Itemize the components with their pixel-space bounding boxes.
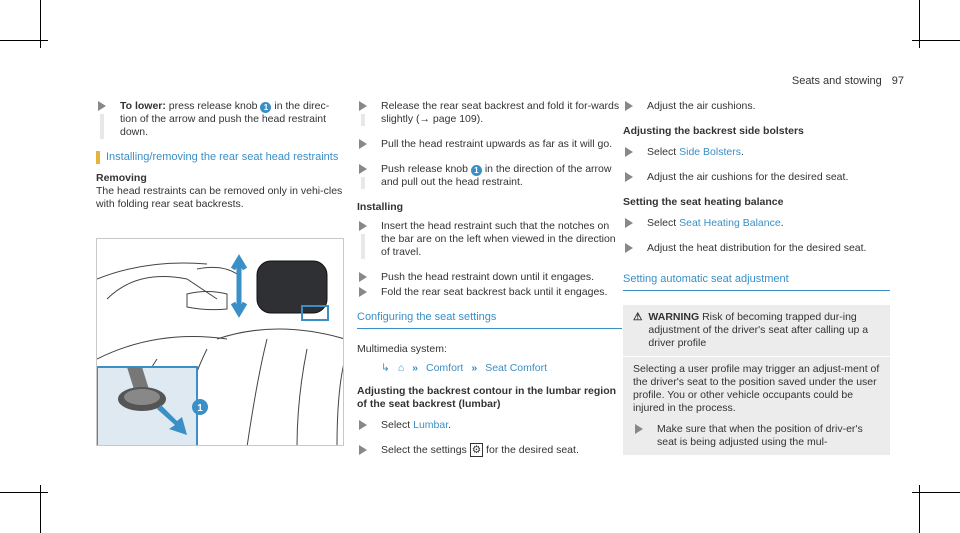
step-arrow-icon (625, 147, 633, 157)
section-heading (96, 151, 344, 164)
warning-box (623, 305, 890, 455)
crop-mark (912, 492, 960, 493)
step-text: Select the settings (381, 444, 470, 456)
multimedia-label: Multimedia system: (357, 343, 447, 355)
step-arrow-icon (625, 243, 633, 253)
step-push-knob (357, 163, 622, 189)
crop-mark (0, 40, 48, 41)
step-select-settings (357, 444, 622, 457)
chevron-icon: » (412, 362, 418, 374)
section-marker (96, 151, 100, 164)
column-1 (96, 100, 344, 211)
settings-gear-icon: ⚙ (471, 444, 482, 456)
step-arrow-icon (359, 272, 367, 282)
bolsters-heading: Adjusting the backrest side bolsters (623, 125, 804, 137)
step-text: Push the head restraint down until it engages. (381, 271, 595, 283)
step-text: Push release knob (381, 163, 471, 175)
step-arrow-icon (625, 218, 633, 228)
step-adjust-air (623, 100, 890, 113)
step-text: . (448, 419, 452, 431)
step-make-sure (633, 423, 882, 449)
nav-seat-comfort: Seat Comfort (485, 362, 548, 374)
step-text: for the desired seat. (483, 444, 579, 456)
head-restraint-illustration (96, 238, 344, 446)
callout-label: 1 (197, 403, 203, 414)
step-adjust-heat (623, 242, 890, 255)
step-text: Insert the head restraint such that the notches on the bar are on the left when viewed in the direction of travel. (381, 220, 616, 258)
nav-path (381, 362, 622, 375)
step-release-backrest (357, 100, 622, 126)
knob-1-icon: 1 (260, 102, 271, 113)
removing-text: The head restraints can be removed only in vehi-cles with folding rear seat backrests. (96, 185, 343, 210)
config-section-title: Configuring the seat settings (357, 311, 622, 329)
heating-heading: Setting the seat heating balance (623, 196, 784, 208)
step-text: Select (647, 217, 680, 229)
section-name: Seats and stowing (791, 75, 882, 87)
step-select-lumbar (357, 419, 622, 432)
step-text: Release the rear seat backrest and fold it for-wards slightly (→ page 109). (381, 100, 620, 125)
step-arrow-icon (359, 287, 367, 297)
step-fold-backrest (357, 286, 622, 299)
running-header (792, 75, 904, 88)
knob-1-icon: 1 (471, 165, 482, 176)
step-arrow-icon (635, 424, 643, 434)
nav-comfort: Comfort (426, 362, 464, 374)
side-bolsters-link: Side Bolsters (679, 146, 741, 158)
step-text: in the direction of the arrow and pull out the head restraint. (381, 163, 612, 188)
step-text: . (740, 146, 744, 158)
installing-heading: Installing (357, 201, 404, 213)
step-arrow-icon (359, 164, 367, 174)
column-3 (623, 100, 890, 455)
step-arrow-icon (625, 172, 633, 182)
step-text: press release knob (165, 100, 261, 112)
step-insert-restraint (357, 220, 622, 259)
step-lower (96, 100, 344, 139)
step-arrow-icon (359, 420, 367, 430)
auto-adjust-section-title: Setting automatic seat adjustment (623, 273, 890, 291)
crop-mark (912, 40, 960, 41)
step-arrow-icon (359, 445, 367, 455)
step-text: Adjust the air cushions for the desired seat. (647, 171, 849, 183)
step-text: Adjust the heat distribution for the desired seat. (647, 242, 867, 254)
step-pull-restraint (357, 138, 622, 151)
return-arrow-icon: ↳ (381, 362, 390, 374)
crop-mark (0, 492, 48, 493)
warning-label: WARNING (648, 311, 700, 323)
section-title: Installing/removing the rear seat head restraints (106, 151, 339, 163)
step-text: Select (647, 146, 680, 158)
lumbar-heading: Adjusting the backrest contour in the lumbar region of the seat backrest (lumbar) (357, 385, 617, 410)
page-number: 97 (891, 75, 904, 87)
step-text: in the direc-tion of the arrow and push the head restraint down. (120, 100, 330, 138)
step-arrow-icon (98, 101, 106, 111)
step-text: Adjust the air cushions. (647, 100, 756, 112)
step-text: Pull the head restraint upwards as far as it will go. (381, 138, 613, 150)
step-text: Fold the rear seat backrest back until it engages. (381, 286, 608, 298)
step-arrow-icon (359, 139, 367, 149)
step-text: Select (381, 419, 414, 431)
up-down-arrow-icon (233, 259, 245, 313)
step-lower-label: To lower: (120, 100, 166, 112)
step-text: Make sure that when the position of driv-er's seat is being adjusted using the mul- (657, 423, 863, 448)
step-select-bolsters (623, 146, 890, 159)
warning-header (633, 311, 882, 350)
warning-text: Risk of becoming trapped dur-ing adjustment of the driver's seat after calling up a driver profile (648, 311, 869, 349)
step-text: . (780, 217, 784, 229)
step-arrow-icon (359, 101, 367, 111)
step-select-heating (623, 217, 890, 230)
removing-heading: Removing (96, 172, 147, 184)
seat-heating-balance-link: Seat Heating Balance (679, 217, 781, 229)
column-2 (357, 100, 622, 469)
step-bar (100, 114, 104, 139)
lumbar-link: Lumbar (413, 419, 449, 431)
step-adjust-cushions (623, 171, 890, 184)
warning-triangle-icon: ⚠ (633, 311, 643, 323)
warning-body: Selecting a user profile may trigger an adjust-ment of the driver's seat to the position saved under the user profile. You or other vehicle occupants could be injured in the process. (633, 363, 880, 414)
step-arrow-icon (625, 101, 633, 111)
step-push-down (357, 271, 622, 284)
seat-drawing (97, 239, 344, 446)
home-icon: ⌂ (397, 362, 405, 374)
step-arrow-icon (359, 221, 367, 231)
chevron-icon: » (471, 362, 478, 374)
